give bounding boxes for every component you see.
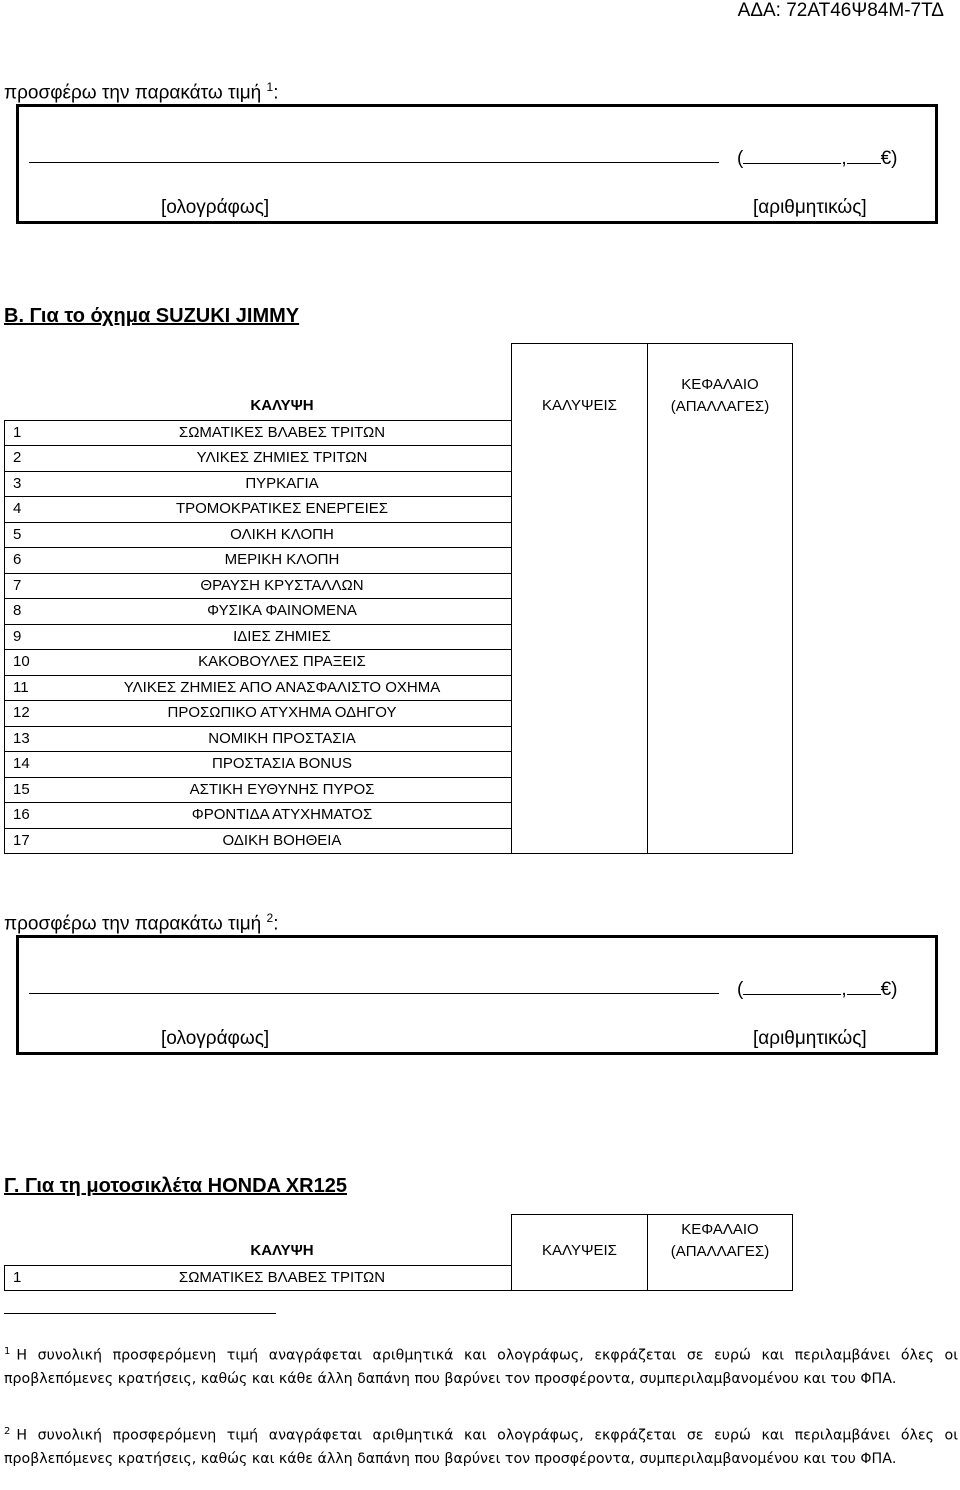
row-coverages-cell[interactable] [512,624,648,650]
row-coverages-cell[interactable] [512,599,648,625]
words-price-line[interactable] [29,993,719,994]
table-header-row [5,344,793,421]
row-capital-cell[interactable] [648,624,793,650]
row-number: 13 [5,726,54,752]
header-capital [648,1215,793,1266]
footnote-ref-1: 1 [266,80,274,94]
table-row [5,624,793,650]
row-capital-cell[interactable] [648,548,793,574]
row-coverages-cell[interactable] [512,573,648,599]
row-number: 17 [5,828,54,854]
row-coverage-name: ΝΟΜΙΚΗ ΠΡΟΣΤΑΣΙΑ [53,726,512,752]
section-b-title: Β. Για το όχημα SUZUKI JIMMY [4,305,300,327]
row-coverages-cell[interactable] [512,420,648,446]
row-coverage-name: ΣΩΜΑΤΙΚΕΣ ΒΛΑΒΕΣ ΤΡΙΤΩΝ [53,1265,512,1291]
footnote-text: Η συνολική προσφερόμενη τιμή αναγράφεται αριθμητικά και ολογράφως, εκφράζεται σε ευρώ και περιλαμβάνει όλες οι προβλεπόμενες κρατήσεις, καθώς και κάθε άλλη δαπάνη που βαρύνει τον προσφέροντα, συμπεριλαμβανομένου και του ΦΠΑ. [4,1347,958,1387]
row-coverages-cell[interactable] [512,446,648,472]
row-capital-cell[interactable] [648,777,793,803]
header-coverage: ΚΑΛΥΨΗ [53,344,512,421]
header-capital [648,344,793,421]
table-row [5,522,793,548]
ada-code: ΑΔΑ: 72ΑΤ46Ψ84Μ-7ΤΔ [737,0,944,21]
row-capital-cell[interactable] [648,522,793,548]
price-box-1 [16,104,938,224]
row-coverages-cell[interactable] [512,675,648,701]
footnote-separator [4,1313,276,1314]
row-number: 14 [5,752,54,778]
row-capital-cell[interactable] [648,701,793,727]
row-number: 11 [5,675,54,701]
row-capital-cell[interactable] [648,828,793,854]
table-row [5,599,793,625]
comma: , [841,148,847,169]
table-row [5,675,793,701]
row-capital-cell[interactable] [648,752,793,778]
paren-open: ( [737,979,744,1000]
comma: , [841,979,847,1000]
row-coverage-name: ΦΥΣΙΚΑ ΦΑΙΝΟΜΕΝΑ [53,599,512,625]
euro-close: €) [880,148,898,169]
row-coverage-name: ΘΡΑΥΣΗ ΚΡΥΣΤΑΛΛΩΝ [53,573,512,599]
header-capital-line1: ΚΕΦΑΛΑΙΟ [681,1221,759,1238]
table-row [5,471,793,497]
row-coverage-name: ΥΛΙΚΕΣ ΖΗΜΙΕΣ ΤΡΙΤΩΝ [53,446,512,472]
offer-label-1 [4,80,278,104]
header-coverages: ΚΑΛΥΨΕΙΣ [512,1215,648,1266]
row-coverages-cell[interactable] [512,522,648,548]
row-coverage-name: ΠΥΡΚΑΓΙΑ [53,471,512,497]
header-capital-line2: (ΑΠΑΛΛΑΓΕΣ) [670,398,770,415]
table-row [5,497,793,523]
numeric-label: [αριθμητικώς] [753,197,867,218]
coverage-table-b [4,343,793,854]
row-coverage-name: ΥΛΙΚΕΣ ΖΗΜΙΕΣ ΑΠΟ ΑΝΑΣΦΑΛΙΣΤΟ ΟΧΗΜΑ [53,675,512,701]
words-label: [ολογράφως] [161,197,270,218]
row-capital-cell[interactable] [648,675,793,701]
table-row [5,701,793,727]
table-row [5,777,793,803]
row-number: 1 [5,420,54,446]
header-coverage: ΚΑΛΥΨΗ [53,1215,512,1266]
row-coverages-cell[interactable] [512,471,648,497]
table-row [5,650,793,676]
offer-colon: : [273,82,279,104]
footnote-text: Η συνολική προσφερόμενη τιμή αναγράφεται αριθμητικά και ολογράφως, εκφράζεται σε ευρώ και περιλαμβάνει όλες οι προβλεπόμενες κρατήσεις, καθώς και κάθε άλλη δαπάνη που βαρύνει τον προσφέροντα, συμπεριλαμβανομένου και του ΦΠΑ. [4,1427,958,1467]
header-capital-line2: (ΑΠΑΛΛΑΓΕΣ) [670,1243,770,1260]
row-coverage-name: ΣΩΜΑΤΙΚΕΣ ΒΛΑΒΕΣ ΤΡΙΤΩΝ [53,420,512,446]
table-row [5,803,793,829]
table-header-row [5,1215,793,1266]
row-coverages-cell[interactable] [512,752,648,778]
footnote-number: 2 [4,1426,11,1437]
row-capital-cell[interactable] [648,446,793,472]
table-row [5,752,793,778]
header-num-blank [5,344,54,421]
numeric-price-field[interactable] [737,145,898,170]
row-coverage-name: ΦΡΟΝΤΙΔΑ ΑΤΥΧΗΜΑΤΟΣ [53,803,512,829]
row-coverage-name: ΑΣΤΙΚΗ ΕΥΘΥΝΗΣ ΠΥΡΟΣ [53,777,512,803]
row-coverages-cell[interactable] [512,1265,648,1291]
row-number: 15 [5,777,54,803]
table-row [5,446,793,472]
offer-colon: : [273,913,279,935]
numeric-label: [αριθμητικώς] [753,1028,867,1049]
row-coverages-cell[interactable] [512,701,648,727]
euro-close: €) [880,979,898,1000]
row-number: 12 [5,701,54,727]
row-number: 1 [5,1265,54,1291]
row-capital-cell[interactable] [648,420,793,446]
row-number: 9 [5,624,54,650]
header-capital-line1: ΚΕΦΑΛΑΙΟ [681,376,759,393]
row-number: 8 [5,599,54,625]
row-coverages-cell[interactable] [512,548,648,574]
table-row [5,420,793,446]
table-row [5,1265,793,1291]
row-capital-cell[interactable] [648,1265,793,1291]
header-coverages: ΚΑΛΥΨΕΙΣ [512,344,648,421]
words-label: [ολογράφως] [161,1028,270,1049]
row-capital-cell[interactable] [648,497,793,523]
row-coverage-name: ΤΡΟΜΟΚΡΑΤΙΚΕΣ ΕΝΕΡΓΕΙΕΣ [53,497,512,523]
coverage-table-g [4,1214,793,1291]
numeric-integer-line[interactable] [743,145,841,164]
row-coverage-name: ΟΔΙΚΗ ΒΟΗΘΕΙΑ [53,828,512,854]
table-row [5,828,793,854]
numeric-decimal-line[interactable] [847,145,881,164]
numeric-decimal-line[interactable] [847,976,881,995]
footnote-1 [4,1340,958,1391]
header-num-blank [5,1215,54,1266]
row-coverage-name: ΚΑΚΟΒΟΥΛΕΣ ΠΡΑΞΕΙΣ [53,650,512,676]
offer-label-2 [4,911,278,935]
row-coverage-name: ΙΔΙΕΣ ΖΗΜΙΕΣ [53,624,512,650]
numeric-integer-line[interactable] [743,976,841,995]
row-number: 2 [5,446,54,472]
row-capital-cell[interactable] [648,803,793,829]
row-number: 7 [5,573,54,599]
table-row [5,573,793,599]
footnote-number: 1 [4,1346,11,1357]
row-capital-cell[interactable] [648,599,793,625]
words-price-line[interactable] [29,162,719,163]
row-coverages-cell[interactable] [512,803,648,829]
row-number: 5 [5,522,54,548]
row-coverages-cell[interactable] [512,777,648,803]
row-capital-cell[interactable] [648,726,793,752]
row-coverages-cell[interactable] [512,650,648,676]
row-coverage-name: ΠΡΟΣΤΑΣΙΑ BONUS [53,752,512,778]
footnote-2 [4,1420,958,1471]
row-capital-cell[interactable] [648,471,793,497]
row-coverage-name: ΜΕΡΙΚΗ ΚΛΟΠΗ [53,548,512,574]
table-row [5,726,793,752]
paren-open: ( [737,148,744,169]
section-g-title: Γ. Για τη μοτοσικλέτα HONDA XR125 [4,1175,347,1197]
row-number: 16 [5,803,54,829]
row-coverage-name: ΠΡΟΣΩΠΙΚΟ ΑΤΥΧΗΜΑ ΟΔΗΓΟΥ [53,701,512,727]
row-coverages-cell[interactable] [512,828,648,854]
row-coverages-cell[interactable] [512,726,648,752]
row-capital-cell[interactable] [648,650,793,676]
footnote-ref-2: 2 [266,911,274,925]
row-coverages-cell[interactable] [512,497,648,523]
price-box-2 [16,935,938,1055]
row-number: 10 [5,650,54,676]
offer-text: προσφέρω την παρακάτω τιμή [4,913,262,935]
offer-text: προσφέρω την παρακάτω τιμή [4,82,262,104]
row-number: 3 [5,471,54,497]
numeric-price-field[interactable] [737,976,898,1001]
row-number: 6 [5,548,54,574]
row-capital-cell[interactable] [648,573,793,599]
row-coverage-name: ΟΛΙΚΗ ΚΛΟΠΗ [53,522,512,548]
table-row [5,548,793,574]
row-number: 4 [5,497,54,523]
